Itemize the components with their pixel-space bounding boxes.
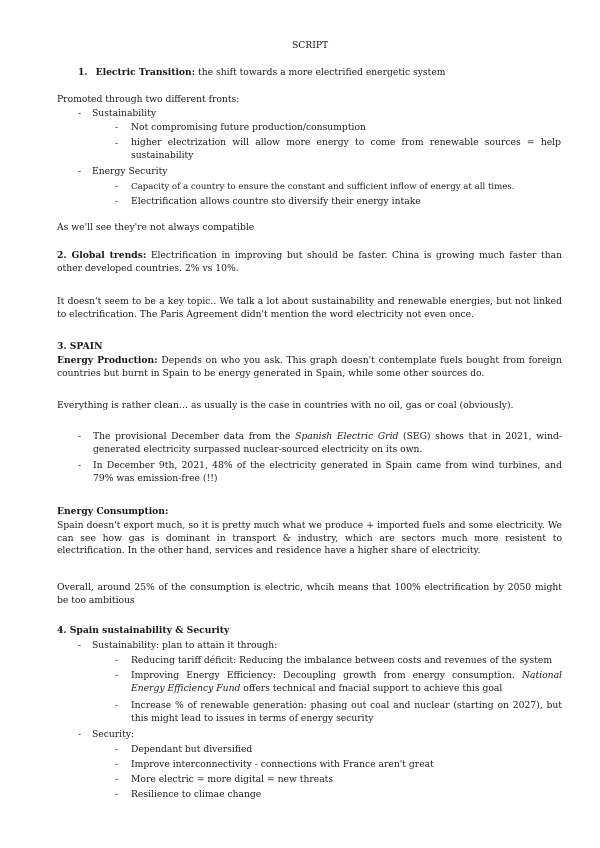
bullet-dash: - (78, 460, 82, 471)
security-point: Dependant but diversified (131, 744, 253, 755)
plan-item-renewables: Increase % of renewable generation: phasing out coal and nuclear (starting on 2027), but this might lead to issues in terms of energy security (131, 700, 562, 724)
plan-item-tariff: Reducing tariff déficit: Reducing the imbalance between costs and revenues of the system (131, 655, 553, 666)
key-topic-paragraph: It doesn't seem to be a key topic.. We talk a lot about sustainability and renewable energies, but not linked to electrification. The Paris Agreement didn't mention the word electricity not even once. (57, 296, 562, 320)
spanish-grid-bullet: The provisional December data from the Spanish Electric Grid (SEG) shows that in 2021, wind-generated electricity surpassed nuclear-sourced electricity on its own. (93, 431, 562, 455)
bullet-dash: - (115, 181, 119, 192)
bullet-dash: - (115, 744, 119, 755)
energy-production-paragraph: Energy Production: Depends on who you ask. This graph doesn't contemplate fuels bought from foreign countries but burnt in Spain to be energy generated in Spain, while some other sources do. (57, 355, 562, 379)
energy-security-label: Energy Security (92, 166, 168, 177)
security-point: Improve interconnectivity - connections with France aren't great (131, 759, 434, 770)
security-point: Resilience to climae change (131, 789, 262, 800)
security-point: More electric = more digital = new threats (131, 774, 334, 785)
sustainability-label: Sustainability (92, 108, 157, 119)
bullet-dash: - (115, 138, 119, 149)
bullet-dash: - (115, 759, 119, 770)
energy-consumption-paragraph: Spain doesn't export much, so it is pretty much what we produce + imported fuels and some electricity. We can see how gas is dominant in transport & industry, which are sectors much more resistent to electrification. In the other hand, services and residence have a higher share of electricity. (57, 520, 562, 556)
bullet-dash: - (115, 670, 119, 681)
bullet-dash: - (78, 640, 82, 651)
section-1-heading: 1. Electric Transition: the shift towards a more electrified energetic system (78, 67, 446, 78)
plan-item-efficiency: Improving Energy Efficiency: Decoupling growth from energy consumption. National Energy Efficiency Fund offers technical and fnacial support to achieve this goal (131, 670, 562, 694)
bullet-dash: - (78, 166, 82, 177)
document-title: SCRIPT (292, 40, 329, 51)
bullet-dash: - (115, 789, 119, 800)
clean-energy-line: Everything is rather clean… as usually is the case in countries with no oil, gas or coal (obviously). (57, 400, 514, 411)
bullet-dash: - (78, 108, 82, 119)
sustainability-item: Not compromising future production/consumption (131, 122, 366, 133)
bullet-dash: - (115, 122, 119, 133)
overall-consumption-paragraph: Overall, around 25% of the consumption is electric, whcih means that 100% electrification by 2050 might be too ambitious (57, 582, 562, 606)
bullet-dash: - (78, 431, 82, 442)
bullet-dash: - (78, 729, 82, 740)
spain-heading: 3. SPAIN (57, 341, 103, 352)
security-item: Electrification allows countre sto diversify their energy intake (131, 196, 421, 207)
bullet-dash: - (115, 196, 119, 207)
section-4-heading: 4. Spain sustainability & Security (57, 625, 230, 636)
sustainability-item: higher electrization will allow more energy to come from renewable sources = help sustainability (131, 137, 561, 161)
bullet-dash: - (115, 774, 119, 785)
global-trends-paragraph: 2. Global trends: Electrification in improving but should be faster. China is growing much faster than other developed countries. 2% vs 10%. (57, 250, 562, 274)
bullet-dash: - (115, 655, 119, 666)
bullet-dash: - (115, 700, 119, 711)
promoted-line: Promoted through two different fronts: (57, 94, 240, 105)
energy-consumption-heading: Energy Consumption: (57, 506, 169, 517)
compatibility-note: As we'll see they're not always compatible (57, 222, 255, 233)
wind-turbines-bullet: In December 9th, 2021, 48% of the electricity generated in Spain came from wind turbines, and 79% was emission-free (!!) (93, 460, 562, 484)
security-item: Capacity of a country to ensure the constant and sufficient inflow of energy at all times. (131, 182, 515, 192)
sustainability-plan-label: Sustainability: plan to attain it through: (92, 640, 278, 651)
security-label: Security: (92, 729, 135, 740)
